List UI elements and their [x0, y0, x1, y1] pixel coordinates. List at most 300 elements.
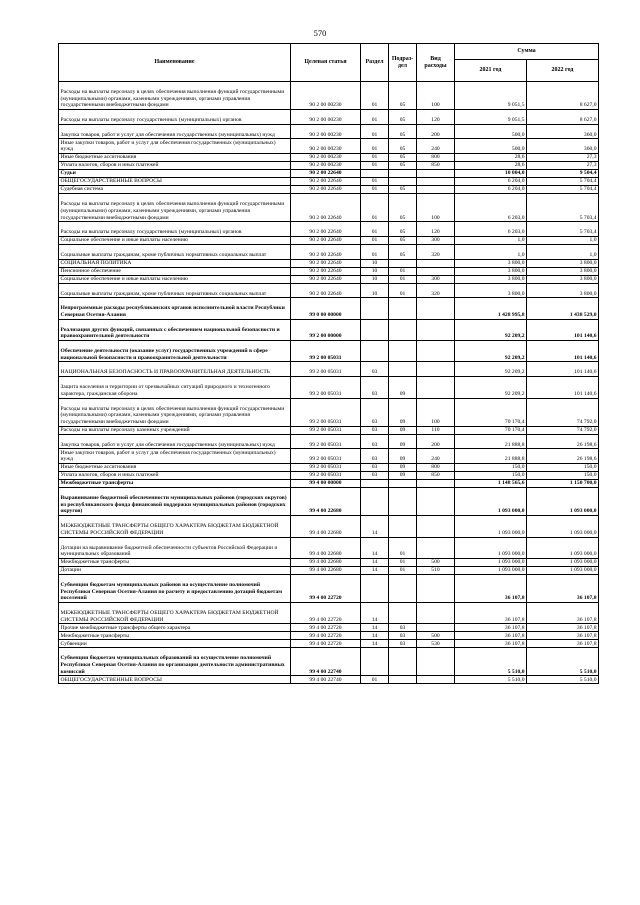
row-expense-type: 500	[417, 632, 455, 640]
table-row	[59, 472, 599, 480]
row-sum-2021: 92 209,2	[455, 362, 527, 377]
row-name: Расходы на выплаты персоналу государственных (муниципальных) органов	[59, 110, 291, 125]
row-sum-2022: 3 800,0	[527, 283, 599, 298]
table-row	[59, 178, 599, 186]
row-section: 01	[361, 194, 389, 222]
row-section: 01	[361, 110, 389, 125]
table-row	[59, 283, 599, 298]
row-sum-2021: 5 510,0	[455, 648, 527, 676]
header-name: Наименование	[59, 44, 291, 82]
row-section: 01	[361, 236, 389, 244]
row-target-code: 99 2 00 05031	[291, 377, 361, 398]
row-sum-2021: 36 107,8	[455, 640, 527, 648]
table-row	[59, 574, 599, 602]
row-sum-2021: 1 148 565,6	[455, 480, 527, 488]
row-name: Расходы на выплаты персоналу казенных учреждений	[59, 426, 291, 434]
row-expense-type	[417, 259, 455, 267]
row-sum-2022: 74 792,0	[527, 398, 599, 426]
row-sum-2021: 28,6	[455, 154, 527, 162]
row-section	[361, 341, 389, 362]
row-expense-type: 120	[417, 110, 455, 125]
row-section: 03	[361, 426, 389, 434]
row-name: ОБЩЕГОСУДАРСТВЕННЫЕ ВОПРОСЫ	[59, 178, 291, 186]
header-year-2022: 2022 год	[527, 60, 599, 82]
row-target-code: 99 4 00 22680	[291, 566, 361, 574]
row-expense-type: 200	[417, 434, 455, 449]
row-target-code: 99 2 00 05031	[291, 449, 361, 464]
row-name: Иные закупки товаров, работ и услуг для обеспечения государственных (муниципальных) нужд	[59, 139, 291, 154]
table-row	[59, 110, 599, 125]
row-expense-type	[417, 676, 455, 684]
row-expense-type: 500	[417, 558, 455, 566]
row-name: Субвенции	[59, 640, 291, 648]
row-sum-2022: 360,0	[527, 124, 599, 139]
row-section: 03	[361, 464, 389, 472]
row-sum-2021: 70 170,4	[455, 426, 527, 434]
row-subsection: 09	[389, 472, 417, 480]
row-subsection	[389, 319, 417, 340]
row-target-code: 90 2 00 22640	[291, 178, 361, 186]
row-section: 01	[361, 124, 389, 139]
row-name: НАЦИОНАЛЬНАЯ БЕЗОПАСНОСТЬ И ПРАВООХРАНИТЕЛЬНАЯ ДЕЯТЕЛЬНОСТЬ	[59, 362, 291, 377]
row-subsection	[389, 574, 417, 602]
row-name: Социальные выплаты гражданам, кроме публичных нормативных социальных выплат	[59, 244, 291, 259]
row-subsection: 05	[389, 110, 417, 125]
row-sum-2022: 5 703,4	[527, 222, 599, 237]
header-target: Целевая статья	[291, 44, 361, 82]
row-expense-type	[417, 648, 455, 676]
row-sum-2021: 36 107,8	[455, 624, 527, 632]
row-expense-type: 320	[417, 283, 455, 298]
row-section: 14	[361, 640, 389, 648]
row-target-code: 90 2 00 22640	[291, 267, 361, 275]
row-expense-type	[417, 362, 455, 377]
row-expense-type: 200	[417, 124, 455, 139]
row-name: Расходы на выплаты персоналу в целях обеспечения выполнения функций государственными (муниципальными) органами, казенными учреждениями, органами управления государственными внебюджетными фондами	[59, 194, 291, 222]
row-subsection: 01	[389, 566, 417, 574]
row-sum-2021: 36 107,8	[455, 574, 527, 602]
row-expense-type: 850	[417, 472, 455, 480]
row-sum-2022: 5 510,0	[527, 676, 599, 684]
table-row	[59, 186, 599, 194]
row-section	[361, 480, 389, 488]
row-expense-type: 240	[417, 139, 455, 154]
row-target-code: 99 4 00 22720	[291, 632, 361, 640]
row-sum-2022: 150,0	[527, 472, 599, 480]
header-section: Раздел	[361, 44, 389, 82]
row-name: Дотации	[59, 566, 291, 574]
row-subsection: 01	[389, 558, 417, 566]
row-sum-2022: 1 093 000,0	[527, 558, 599, 566]
row-subsection	[389, 362, 417, 377]
row-target-code: 99 4 00 22720	[291, 574, 361, 602]
table-row	[59, 267, 599, 275]
row-section	[361, 170, 389, 178]
row-section: 01	[361, 139, 389, 154]
row-expense-type	[417, 537, 455, 558]
row-sum-2022: 5 703,4	[527, 194, 599, 222]
row-subsection	[389, 341, 417, 362]
row-section: 03	[361, 449, 389, 464]
table-row	[59, 566, 599, 574]
row-section: 10	[361, 259, 389, 267]
row-subsection: 05	[389, 186, 417, 194]
row-sum-2021: 6 204,0	[455, 178, 527, 186]
budget-table	[58, 43, 599, 684]
row-sum-2021: 5 510,0	[455, 676, 527, 684]
row-section: 10	[361, 283, 389, 298]
row-expense-type	[417, 319, 455, 340]
row-sum-2021: 9 051,5	[455, 110, 527, 125]
row-expense-type: 850	[417, 162, 455, 170]
header-subsection: Подраз-дел	[389, 44, 417, 82]
row-sum-2021: 150,0	[455, 464, 527, 472]
row-target-code: 90 2 00 22640	[291, 170, 361, 178]
row-name: Прочие межбюджетные трансферты общего характера	[59, 624, 291, 632]
row-expense-type	[417, 516, 455, 537]
row-expense-type	[417, 178, 455, 186]
row-sum-2022: 1 093 000,0	[527, 488, 599, 516]
row-section: 10	[361, 275, 389, 283]
row-sum-2022: 8 627,0	[527, 110, 599, 125]
row-target-code: 99 0 00 00000	[291, 298, 361, 319]
row-subsection: 01	[389, 537, 417, 558]
row-target-code: 90 2 00 22640	[291, 236, 361, 244]
row-subsection: 01	[389, 275, 417, 283]
row-sum-2022: 101 140,6	[527, 319, 599, 340]
table-row	[59, 434, 599, 449]
row-sum-2021: 1 428 995,8	[455, 298, 527, 319]
table-row	[59, 624, 599, 632]
row-target-code: 99 4 00 22680	[291, 516, 361, 537]
row-sum-2021: 3 800,0	[455, 283, 527, 298]
row-expense-type: 110	[417, 426, 455, 434]
row-target-code: 99 4 00 22680	[291, 488, 361, 516]
table-row	[59, 676, 599, 684]
row-sum-2021: 500,0	[455, 124, 527, 139]
row-expense-type: 320	[417, 244, 455, 259]
row-section: 01	[361, 82, 389, 110]
row-sum-2021: 1,0	[455, 236, 527, 244]
row-name: Субвенции бюджетам муниципальных образований на осуществление полномочий Республики Северная Осетия-Алания по организации деятельности административных комиссий	[59, 648, 291, 676]
row-sum-2022: 1,0	[527, 236, 599, 244]
row-target-code: 90 2 00 00230	[291, 124, 361, 139]
row-sum-2021: 150,0	[455, 472, 527, 480]
row-section: 14	[361, 537, 389, 558]
table-row	[59, 362, 599, 377]
row-section: 01	[361, 222, 389, 237]
table-body	[59, 82, 599, 684]
row-section: 14	[361, 624, 389, 632]
row-expense-type: 300	[417, 275, 455, 283]
row-target-code: 99 2 00 05031	[291, 426, 361, 434]
row-target-code: 99 2 00 05031	[291, 341, 361, 362]
row-sum-2022: 5 704,4	[527, 186, 599, 194]
row-name: СОЦИАЛЬНАЯ ПОЛИТИКА	[59, 259, 291, 267]
row-subsection	[389, 298, 417, 319]
row-target-code: 90 2 00 22640	[291, 194, 361, 222]
table-row	[59, 488, 599, 516]
row-name: Расходы на выплаты персоналу в целях обеспечения выполнения функций государственными (муниципальными) органами, казенными учреждениями, органами управления государственными внебюджетными фондами	[59, 398, 291, 426]
row-target-code: 90 2 00 22640	[291, 259, 361, 267]
row-expense-type: 100	[417, 398, 455, 426]
row-sum-2022: 36 107,8	[527, 574, 599, 602]
row-sum-2021: 1 093 000,0	[455, 488, 527, 516]
row-subsection: 09	[389, 449, 417, 464]
table-row	[59, 426, 599, 434]
row-sum-2021: 1 093 000,0	[455, 537, 527, 558]
row-subsection	[389, 648, 417, 676]
row-section: 01	[361, 178, 389, 186]
row-sum-2022: 3 800,0	[527, 267, 599, 275]
row-section: 14	[361, 566, 389, 574]
row-section	[361, 298, 389, 319]
row-expense-type	[417, 170, 455, 178]
row-section	[361, 488, 389, 516]
row-name: Социальное обеспечение и иные выплаты населению	[59, 275, 291, 283]
row-name: Реализация других функций, связанных с обеспечением национальной безопасности и правоохранительной деятельности	[59, 319, 291, 340]
row-target-code: 90 2 00 22640	[291, 222, 361, 237]
table-row	[59, 82, 599, 110]
row-target-code: 90 2 00 00230	[291, 110, 361, 125]
row-section	[361, 319, 389, 340]
row-target-code: 99 4 00 22740	[291, 676, 361, 684]
row-expense-type	[417, 603, 455, 624]
row-name: Дотации на выравнивание бюджетной обеспеченности субъектов Российской Федерации и муниципальных образований	[59, 537, 291, 558]
table-row	[59, 640, 599, 648]
row-sum-2022: 26 198,6	[527, 434, 599, 449]
table-row	[59, 139, 599, 154]
row-sum-2022: 36 107,8	[527, 603, 599, 624]
row-name: МЕЖБЮДЖЕТНЫЕ ТРАНСФЕРТЫ ОБЩЕГО ХАРАКТЕРА БЮДЖЕТАМ БЮДЖЕТНОЙ СИСТЕМЫ РОССИЙСКОЙ ФЕДЕРАЦИИ	[59, 516, 291, 537]
table-row	[59, 632, 599, 640]
table-row	[59, 154, 599, 162]
table-row	[59, 377, 599, 398]
table-row	[59, 516, 599, 537]
row-section: 14	[361, 632, 389, 640]
row-sum-2021: 6 203,0	[455, 222, 527, 237]
row-sum-2022: 36 107,8	[527, 640, 599, 648]
row-sum-2021: 6 203,0	[455, 194, 527, 222]
row-sum-2021: 92 209,2	[455, 319, 527, 340]
row-section: 01	[361, 244, 389, 259]
row-expense-type: 240	[417, 449, 455, 464]
row-sum-2021: 500,0	[455, 139, 527, 154]
table-row	[59, 275, 599, 283]
row-section: 03	[361, 398, 389, 426]
table-row	[59, 162, 599, 170]
row-subsection	[389, 516, 417, 537]
row-name: ОБЩЕГОСУДАРСТВЕННЫЕ ВОПРОСЫ	[59, 676, 291, 684]
row-name: Обеспечение деятельности (оказание услуг) государственных учреждений в сфере национальной безопасности и правоохранительной деятельности	[59, 341, 291, 362]
row-target-code: 99 2 00 05031	[291, 398, 361, 426]
header-year-2021: 2021 год	[455, 60, 527, 82]
row-sum-2021: 70 170,4	[455, 398, 527, 426]
row-sum-2021: 3 800,0	[455, 275, 527, 283]
row-sum-2021: 1 093 000,0	[455, 566, 527, 574]
row-sum-2021: 9 051,5	[455, 82, 527, 110]
row-section: 01	[361, 676, 389, 684]
row-target-code: 90 2 00 00230	[291, 82, 361, 110]
table-row	[59, 558, 599, 566]
row-name: Закупка товаров, работ и услуг для обеспечения государственных (муниципальных) нужд	[59, 124, 291, 139]
row-expense-type	[417, 624, 455, 632]
row-section: 01	[361, 154, 389, 162]
table-row	[59, 341, 599, 362]
row-subsection: 01	[389, 283, 417, 298]
row-section: 01	[361, 186, 389, 194]
row-expense-type: 530	[417, 640, 455, 648]
header-exp-type: Вид расходы	[417, 44, 455, 82]
row-subsection: 09	[389, 434, 417, 449]
row-sum-2022: 360,0	[527, 139, 599, 154]
row-name: Уплата налогов, сборов и иных платежей	[59, 472, 291, 480]
row-name: Непрограммные расходы республиканских органов исполнительной власти Республики Северная Осетия-Алания	[59, 298, 291, 319]
row-name: Расходы на выплаты персоналу государственных (муниципальных) органов	[59, 222, 291, 237]
table-row	[59, 449, 599, 464]
row-section: 14	[361, 558, 389, 566]
row-sum-2022: 150,0	[527, 464, 599, 472]
row-name: Защита населения и территории от чрезвычайных ситуаций природного и техногенного характера, гражданская оборона	[59, 377, 291, 398]
row-sum-2022: 1 438 529,0	[527, 298, 599, 319]
row-subsection: 09	[389, 426, 417, 434]
row-sum-2022: 5 510,0	[527, 648, 599, 676]
row-target-code: 99 2 00 05031	[291, 434, 361, 449]
row-expense-type	[417, 574, 455, 602]
row-expense-type	[417, 488, 455, 516]
row-sum-2022: 9 504,4	[527, 170, 599, 178]
row-expense-type: 800	[417, 464, 455, 472]
row-target-code: 99 2 00 05031	[291, 464, 361, 472]
row-sum-2021: 92 209,2	[455, 377, 527, 398]
row-sum-2022: 1 150 700,0	[527, 480, 599, 488]
row-sum-2021: 1 093 000,0	[455, 516, 527, 537]
row-subsection: 05	[389, 82, 417, 110]
row-subsection	[389, 488, 417, 516]
row-target-code: 99 2 00 05031	[291, 472, 361, 480]
table-row	[59, 236, 599, 244]
row-subsection: 05	[389, 139, 417, 154]
row-expense-type	[417, 377, 455, 398]
row-sum-2022: 3 800,0	[527, 275, 599, 283]
row-sum-2022: 1 093 000,0	[527, 516, 599, 537]
row-sum-2022: 101 140,6	[527, 341, 599, 362]
table-row	[59, 480, 599, 488]
row-expense-type: 800	[417, 154, 455, 162]
table-row	[59, 464, 599, 472]
row-subsection: 09	[389, 464, 417, 472]
row-name: Социальное обеспечение и иные выплаты населению	[59, 236, 291, 244]
row-subsection	[389, 603, 417, 624]
table-row	[59, 124, 599, 139]
page-number: 570	[313, 28, 327, 38]
row-sum-2022: 36 107,8	[527, 624, 599, 632]
row-section	[361, 574, 389, 602]
table-row	[59, 319, 599, 340]
row-sum-2022: 101 140,6	[527, 377, 599, 398]
row-sum-2022: 1 093 000,0	[527, 537, 599, 558]
row-expense-type	[417, 298, 455, 319]
row-sum-2022: 1,0	[527, 244, 599, 259]
row-sum-2021: 10 004,0	[455, 170, 527, 178]
row-expense-type	[417, 267, 455, 275]
row-sum-2021: 36 107,8	[455, 603, 527, 624]
table-row	[59, 194, 599, 222]
row-name: Межбюджетные трансферты	[59, 632, 291, 640]
table-row	[59, 398, 599, 426]
row-sum-2021: 21 888,8	[455, 434, 527, 449]
row-name: Межбюджетные трансферты	[59, 480, 291, 488]
row-subsection: 05	[389, 124, 417, 139]
row-subsection: 05	[389, 194, 417, 222]
row-expense-type: 300	[417, 236, 455, 244]
row-subsection: 05	[389, 244, 417, 259]
row-target-code: 90 2 00 22640	[291, 244, 361, 259]
row-sum-2021: 92 209,2	[455, 341, 527, 362]
row-subsection	[389, 676, 417, 684]
table-row	[59, 259, 599, 267]
row-subsection	[389, 480, 417, 488]
row-subsection: 05	[389, 222, 417, 237]
row-sum-2021: 3 800,0	[455, 259, 527, 267]
row-section: 03	[361, 472, 389, 480]
row-sum-2021: 21 888,8	[455, 449, 527, 464]
row-target-code: 90 2 00 00230	[291, 162, 361, 170]
row-subsection: 03	[389, 640, 417, 648]
table-row	[59, 648, 599, 676]
row-subsection: 05	[389, 162, 417, 170]
row-sum-2021: 36 107,8	[455, 632, 527, 640]
row-target-code: 90 2 00 00230	[291, 154, 361, 162]
row-target-code: 99 4 00 22720	[291, 624, 361, 632]
row-expense-type: 120	[417, 222, 455, 237]
row-target-code: 90 2 00 22640	[291, 186, 361, 194]
row-name: Уплата налогов, сборов и иных платежей	[59, 162, 291, 170]
row-target-code: 99 4 00 22680	[291, 537, 361, 558]
row-name: Закупка товаров, работ и услуг для обеспечения государственных (муниципальных) нужд	[59, 434, 291, 449]
header-sum: Сумма	[455, 44, 599, 60]
row-target-code: 99 4 00 00000	[291, 480, 361, 488]
row-sum-2022: 27,3	[527, 154, 599, 162]
row-name: Иные бюджетные ассигнования	[59, 464, 291, 472]
table-row	[59, 244, 599, 259]
row-section: 03	[361, 362, 389, 377]
row-target-code: 99 4 00 22720	[291, 640, 361, 648]
row-subsection: 03	[389, 624, 417, 632]
row-sum-2021: 6 204,0	[455, 186, 527, 194]
row-expense-type	[417, 480, 455, 488]
row-name: Пенсионное обеспечение	[59, 267, 291, 275]
row-section: 10	[361, 267, 389, 275]
row-subsection: 05	[389, 236, 417, 244]
table-row	[59, 222, 599, 237]
row-sum-2022: 101 140,6	[527, 362, 599, 377]
row-target-code: 99 2 00 05031	[291, 362, 361, 377]
row-sum-2022: 36 107,8	[527, 632, 599, 640]
row-section: 14	[361, 516, 389, 537]
row-sum-2022: 74 792,0	[527, 426, 599, 434]
row-target-code: 90 2 00 00230	[291, 139, 361, 154]
row-sum-2021: 1 093 000,0	[455, 558, 527, 566]
row-subsection: 01	[389, 267, 417, 275]
row-subsection	[389, 178, 417, 186]
table-row	[59, 603, 599, 624]
row-target-code: 99 4 00 22680	[291, 558, 361, 566]
row-section: 03	[361, 377, 389, 398]
row-target-code: 99 2 00 00000	[291, 319, 361, 340]
row-sum-2022: 27,3	[527, 162, 599, 170]
row-section	[361, 648, 389, 676]
